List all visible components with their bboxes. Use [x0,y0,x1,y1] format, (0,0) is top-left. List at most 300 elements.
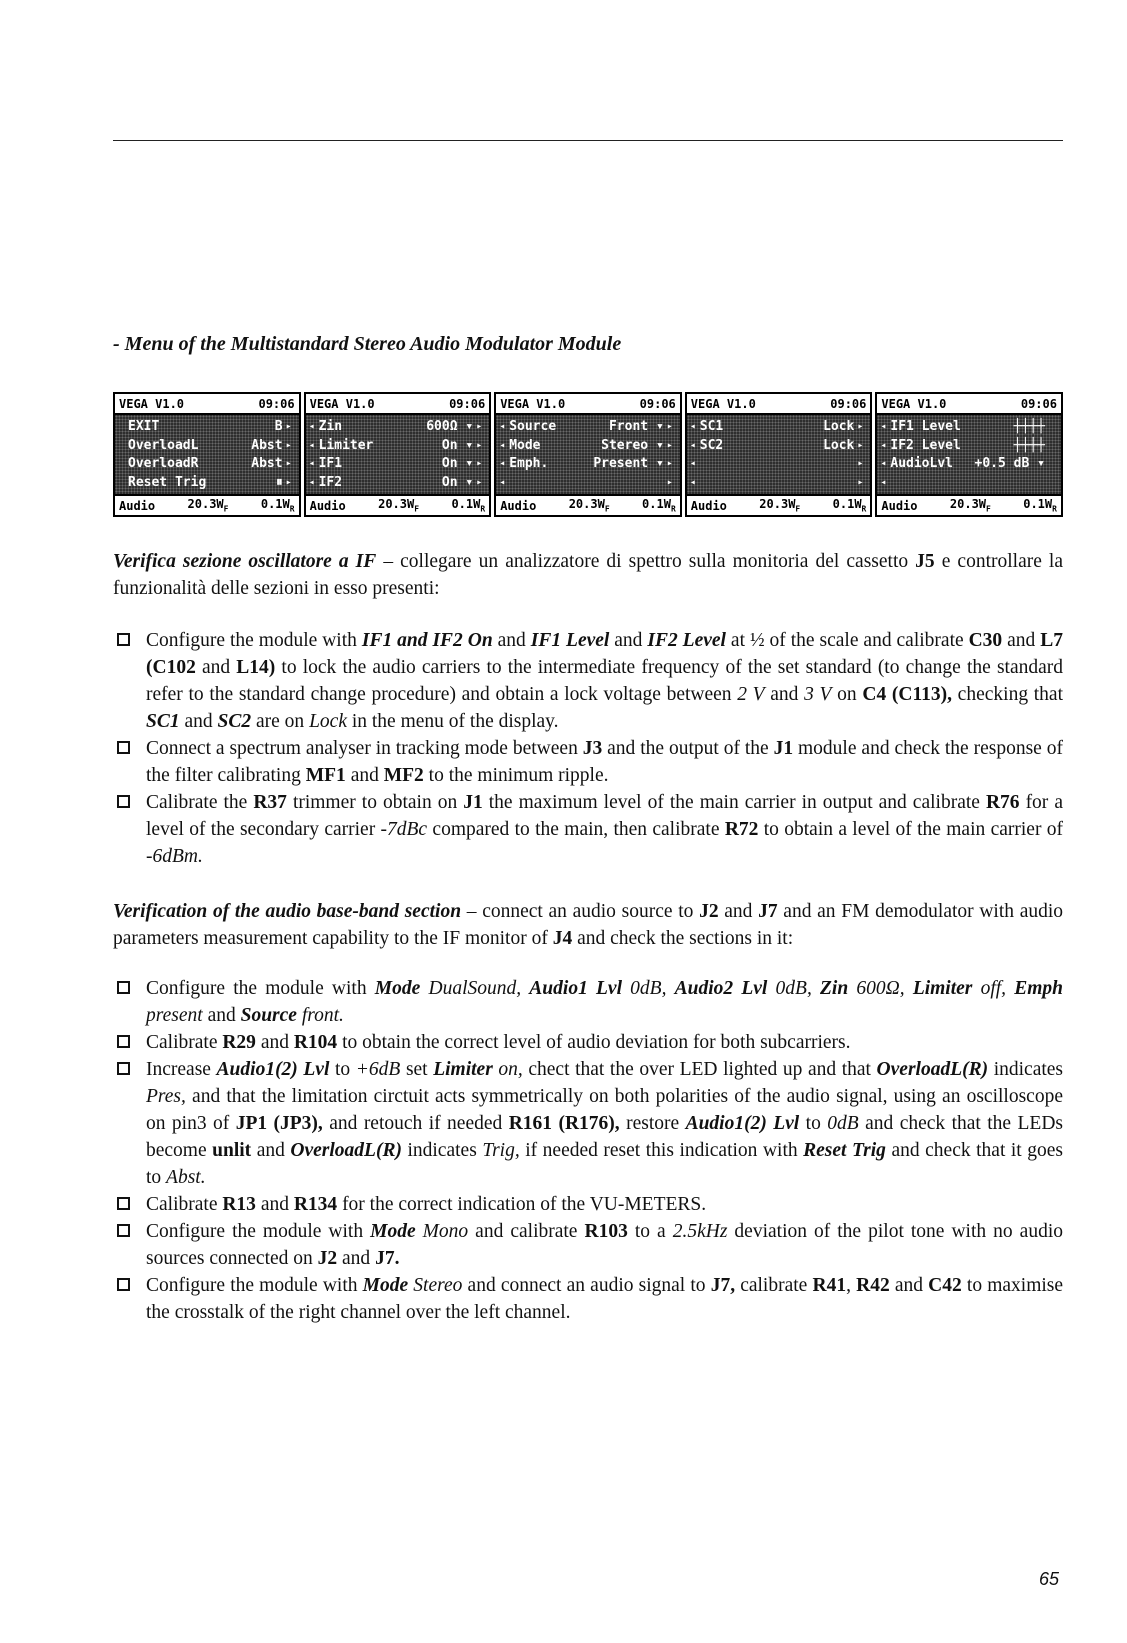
text: Calibrate the [146,792,254,813]
bb-item-2 [113,1029,1063,1056]
value: DualSound, [428,978,522,999]
component-ref: C4 (C113), [862,684,952,705]
text: and an FM demodulator with audio parameters measurement capability to the IF monitor of [113,901,1064,949]
reflected-power [1023,497,1057,513]
menu-item-value: Lock [823,437,855,453]
setting: SC2 [217,711,252,732]
baseband-section [113,898,1063,1326]
setting: Audio1(2) Lvl [216,1059,330,1080]
value: 0dB [827,1113,859,1134]
power-subscript: F [795,504,801,514]
text: checking that [952,684,1063,705]
power-subscript: F [604,504,610,514]
right-arrow-icon: ▸ [666,420,673,432]
connector-ref: J2 [699,901,719,922]
component-ref: R134 [293,1194,338,1215]
component-ref: JP1 (JP3), [235,1113,323,1134]
left-arrow-icon: ◂ [880,477,887,489]
text: to lock the audio carriers to the intermediate frequency of the set standard (to change the standard refer to the standard change procedure) and obtain a lock voltage between [146,657,1064,705]
screen-header [496,394,680,415]
value: -6dBm. [146,846,203,867]
forward-power [950,497,991,513]
right-arrow-icon: ▸ [476,477,483,489]
text [767,978,775,999]
power-value: 20.3W [187,497,224,512]
left-arrow-icon: ◂ [689,420,696,432]
power-value: 0.1W [1023,497,1053,512]
text: to obtain the correct level of audio deviation for both subcarriers. [337,1032,851,1053]
connector-ref: J4 [552,928,573,949]
text: and check that it goes to [146,1140,1063,1188]
text: and check the sections in it: [572,928,794,949]
text: and [255,1032,294,1053]
left-arrow-icon: ◂ [308,458,315,470]
lcd-screen [113,392,301,517]
screen-title: VEGA V1.0 [690,396,756,411]
screen-menu [496,415,680,494]
dash: – [376,551,401,572]
text: and [764,684,805,705]
component-ref: J1 [463,792,483,813]
menu-item[interactable] [309,474,487,492]
text: and [202,1005,241,1026]
menu-item[interactable] [880,417,1058,435]
component-ref: R42 [856,1275,890,1296]
component-ref: MF1 [305,765,346,786]
right-arrow-icon: ▸ [666,458,673,470]
connector-ref: J7 [758,901,778,922]
left-arrow-icon: ◂ [689,439,696,451]
component-ref: R161 (R176), [508,1113,620,1134]
text [666,978,674,999]
text: set [400,1059,434,1080]
checkbox-icon[interactable] [117,981,130,994]
bb-item-4 [113,1191,1063,1218]
menu-item-value: 600Ω ▾ [426,418,474,434]
component-ref: R37 [253,792,287,813]
left-arrow-icon: ◂ [499,458,506,470]
power-value: 20.3W [378,497,415,512]
component-ref: R13 [222,1194,256,1215]
text: to a [627,1221,673,1242]
right-arrow-icon: ▸ [476,420,483,432]
text: connect an audio source to [482,901,700,922]
setting: Mode [362,1275,409,1296]
screen-footer [306,494,490,515]
component-ref: C42 [928,1275,962,1296]
menu-item[interactable] [690,436,868,454]
screen-menu [877,415,1061,494]
lcd-screen [685,392,873,517]
menu-item-label: Mode [509,437,541,453]
text: and retouch if needed [322,1113,509,1134]
if-section [113,548,1063,870]
text: and calibrate [468,1221,585,1242]
menu-item-label: SC1 [699,418,724,434]
power-subscript: F [986,504,991,514]
connector-ref: J7, [710,1275,736,1296]
screen-title: VEGA V1.0 [500,396,566,411]
menu-item-label: Reset Trig [128,475,207,491]
setting: Limiter [912,978,973,999]
text: and [179,711,218,732]
baseband-checklist [113,975,1063,1326]
text: and check that the LEDs become [146,1113,1063,1161]
menu-item-value: ┼┼┼┼ [1013,418,1045,434]
menu-item-value: ⏸ [276,475,283,491]
menu-item[interactable] [690,474,868,492]
component-ref: C30 [968,630,1003,651]
text: and [251,1140,291,1161]
if-section-intro [113,548,1063,602]
text: and [1002,630,1041,651]
text [1006,978,1014,999]
left-arrow-icon: ◂ [880,420,887,432]
setting: IF2 Level [647,630,726,651]
power-value: 20.3W [759,497,796,512]
if-section-heading: Verifica sezione oscillatore a IF [113,551,377,572]
left-arrow-icon: ◂ [499,439,506,451]
text: and [345,765,384,786]
value: Trig, [482,1140,520,1161]
text [622,978,630,999]
text: calibrate [735,1275,813,1296]
screen-footer [877,494,1061,515]
reflected-power [833,497,867,513]
forward-power [378,497,419,513]
footer-label: Audio [881,498,918,513]
right-arrow-icon: ▸ [857,439,864,451]
menu-item-label: Zin [318,418,343,434]
lcd-screen [494,392,682,517]
left-arrow-icon: ◂ [499,420,506,432]
menu-item[interactable] [309,436,487,454]
menu-item[interactable] [880,436,1058,454]
bb-item-3 [113,1056,1063,1191]
status: unlit [212,1140,252,1161]
text: for the correct indication of the VU-METERS. [337,1194,707,1215]
checkbox-icon[interactable] [117,1278,130,1291]
menu-item-value: Abst [251,456,283,472]
screen-title: VEGA V1.0 [119,396,185,411]
menu-item[interactable] [309,455,487,473]
text: are on [251,711,310,732]
component-ref: J3 [582,738,603,759]
text: and connect an audio signal to [462,1275,711,1296]
setting: Emph [1014,978,1064,999]
menu-item[interactable] [118,436,296,454]
setting: Mode [374,978,421,999]
menu-item-label: EXIT [128,418,160,434]
checkbox-icon[interactable] [117,633,130,646]
value: 0dB, [630,978,667,999]
value: Abst. [166,1167,206,1188]
text: and [255,1194,294,1215]
power-subscript: F [223,504,229,514]
text: and that the limitation circtuit acts symmetrically on both polarities of the audio signal, using an oscilloscope on pin3 of [146,1086,1063,1134]
screen-time: 09:06 [258,396,295,411]
bb-item-5 [113,1218,1063,1272]
left-arrow-icon: ◂ [880,458,887,470]
screen-time: 09:06 [1020,396,1057,411]
value: Lock [309,711,347,732]
menu-item-value: +0.5 dB ▾ [974,456,1045,472]
setting: OverloadL(R) [876,1059,989,1080]
text: at ½ of the scale and calibrate [725,630,969,651]
text: and [889,1275,929,1296]
menu-item-value: Present ▾ [593,456,664,472]
section-title: - Menu of the Multistandard Stereo Audio Modulator Module [113,333,622,355]
right-arrow-icon: ▸ [857,477,864,489]
text: collegare un analizzatore di spettro sulla monitoria del cassetto [400,551,916,572]
left-arrow-icon: ◂ [308,420,315,432]
screen-header [877,394,1061,415]
menu-item-label: IF2 [318,475,343,491]
left-arrow-icon: ◂ [880,439,887,451]
menu-item-label: OverloadR [128,456,199,472]
menu-item[interactable] [499,417,677,435]
menu-item[interactable] [499,474,677,492]
if-checklist [113,627,1063,870]
text: to maximise the crosstalk of the right channel over the left channel. [146,1275,1064,1323]
power-value: 0.1W [832,497,862,512]
setting: Reset Trig [803,1140,886,1161]
value: Pres, [146,1086,186,1107]
text: for a level of the secondary carrier [146,792,1063,840]
setting: IF1 and IF2 On [361,630,493,651]
text [905,978,913,999]
right-arrow-icon: ▸ [476,439,483,451]
forward-power [759,497,800,513]
text: Calibrate [146,1032,223,1053]
value: 3 V [804,684,832,705]
footer-label: Audio [690,498,727,513]
reflected-power [451,497,485,513]
forward-power [569,497,610,513]
menu-item-label: OverloadL [128,437,199,453]
right-arrow-icon: ▸ [285,420,292,432]
connector-ref: J5 [915,551,935,572]
text [812,978,820,999]
value: -7dBc [380,819,428,840]
text: in the menu of the display. [346,711,559,732]
menu-item[interactable] [118,474,296,492]
text: on [831,684,863,705]
menu-item[interactable] [690,417,868,435]
footer-label: Audio [309,498,346,513]
left-arrow-icon: ◂ [308,477,315,489]
menu-item-label: Source [509,418,557,434]
text: and [337,1248,376,1269]
screen-time: 09:06 [449,396,486,411]
menu-item-value: On ▾ [441,475,474,491]
menu-item-label: IF2 Level [890,437,961,453]
checkbox-icon[interactable] [117,1035,130,1048]
text: Configure the module with [146,630,362,651]
header-rule [113,140,1063,141]
text: Increase [146,1059,217,1080]
value: 2.5kHz [672,1221,728,1242]
checkbox-icon[interactable] [117,1224,130,1237]
right-arrow-icon: ▸ [476,458,483,470]
component-ref: R103 [584,1221,628,1242]
forward-power [188,497,229,513]
value: Stereo [413,1275,463,1296]
menu-item-label: IF1 [318,456,343,472]
dash: – [461,901,483,922]
page-number: 65 [1038,1569,1059,1589]
value: Mono [422,1221,469,1242]
screen-footer [496,494,680,515]
setting: Audio1 Lvl [529,978,622,999]
text: compared to the main, then calibrate [427,819,725,840]
value: +6dB [355,1059,401,1080]
connector-ref: J2 [317,1248,338,1269]
text: indicates [401,1140,483,1161]
display-screens [113,392,1063,517]
menu-item[interactable] [499,455,677,473]
checkbox-icon[interactable] [117,795,130,808]
component-ref: R72 [724,819,759,840]
left-arrow-icon: ◂ [499,477,506,489]
baseband-section-intro [113,898,1063,952]
menu-item[interactable] [309,417,487,435]
lcd-screen [875,392,1063,517]
component-ref: R76 [985,792,1020,813]
power-subscript: R [1052,504,1057,514]
text: Configure the module with [146,978,375,999]
text: to obtain a level of the main carrier of [758,819,1064,840]
if-item-2 [113,735,1063,789]
power-subscript: R [289,504,295,514]
right-arrow-icon: ▸ [857,458,864,470]
connector-ref: J7. [375,1248,400,1269]
menu-item-label: Emph. [509,456,549,472]
power-subscript: R [670,504,676,514]
power-value: 20.3W [568,497,605,512]
text: and [718,901,759,922]
value: front. [301,1005,344,1026]
menu-item-label: Limiter [318,437,374,453]
component-ref: L7 (C102 [146,630,1064,678]
menu-item[interactable] [880,455,1058,473]
screen-time: 09:06 [830,396,867,411]
text: module and check the response of the filter calibrating [146,738,1063,786]
value: off, [980,978,1007,999]
left-arrow-icon: ◂ [689,458,696,470]
text: indicates [988,1059,1064,1080]
checkbox-icon[interactable] [117,1197,130,1210]
text: chect that the over LED lighted up and that [522,1059,877,1080]
screen-time: 09:06 [639,396,676,411]
right-arrow-icon: ▸ [285,439,292,451]
text [972,978,980,999]
power-value: 0.1W [451,497,481,512]
text: , [846,1275,857,1296]
value: 2 V [737,684,765,705]
screen-title: VEGA V1.0 [309,396,375,411]
setting: Audio1(2) Lvl [685,1113,800,1134]
component-ref: J1 [773,738,794,759]
text: to the minimum ripple. [423,765,609,786]
right-arrow-icon: ▸ [857,420,864,432]
menu-item[interactable] [690,455,868,473]
menu-item-value: B [274,418,283,434]
menu-item[interactable] [499,436,677,454]
component-ref: R104 [293,1032,338,1053]
menu-item-value: Abst [251,437,283,453]
right-arrow-icon: ▸ [285,458,292,470]
text: if needed reset this indication with [519,1140,804,1161]
reflected-power [261,497,295,513]
bb-item-1 [113,975,1063,1029]
checkbox-icon[interactable] [117,741,130,754]
footer-label: Audio [119,498,156,513]
baseband-section-heading: Verification of the audio base-band section [113,901,462,922]
text: and [492,630,531,651]
menu-item-value: Stereo ▾ [601,437,664,453]
setting: Zin [820,978,849,999]
left-arrow-icon: ◂ [308,439,315,451]
setting: Audio2 Lvl [674,978,768,999]
text: and the output of the [602,738,774,759]
menu-item-value: Front ▾ [608,418,664,434]
if-item-3 [113,789,1063,870]
menu-item-label: SC2 [699,437,724,453]
text: the maximum level of the main carrier in output and calibrate [482,792,986,813]
right-arrow-icon: ▸ [666,477,673,489]
checkbox-icon[interactable] [117,1062,130,1075]
screen-menu [306,415,490,494]
reflected-power [642,497,676,513]
text: deviation of the pilot tone with no audio sources connected on [146,1221,1063,1269]
text: restore [619,1113,686,1134]
text: Configure the module with [146,1275,363,1296]
left-arrow-icon: ◂ [689,477,696,489]
footer-label: Audio [500,498,537,513]
value: 0dB, [775,978,812,999]
screen-footer [115,494,299,515]
setting: OverloadL(R) [290,1140,402,1161]
component-ref: R41 [812,1275,847,1296]
text: Calibrate [146,1194,223,1215]
menu-item-value: Lock [823,418,855,434]
menu-item[interactable] [118,417,296,435]
menu-item-label: IF1 Level [890,418,961,434]
setting: Source [240,1005,297,1026]
value: 600Ω, [856,978,905,999]
text: trimmer to obtain on [286,792,464,813]
menu-item[interactable] [118,455,296,473]
text: Connect a spectrum analyser in tracking mode between [146,738,583,759]
bb-item-6 [113,1272,1063,1326]
value: on, [498,1059,523,1080]
text: to [799,1113,828,1134]
power-subscript: R [480,504,486,514]
menu-item[interactable] [880,474,1058,492]
screen-footer [687,494,871,515]
screen-header [306,394,490,415]
power-subscript: R [861,504,867,514]
text: e controllare la funzionalità delle sezioni in esso presenti: [113,551,1064,599]
setting: SC1 [146,711,180,732]
power-value: 20.3W [949,497,987,512]
screen-menu [687,415,871,494]
setting: IF1 Level [530,630,610,651]
component-ref: R29 [222,1032,256,1053]
menu-item-value: On ▾ [441,456,474,472]
setting: Limiter [433,1059,493,1080]
